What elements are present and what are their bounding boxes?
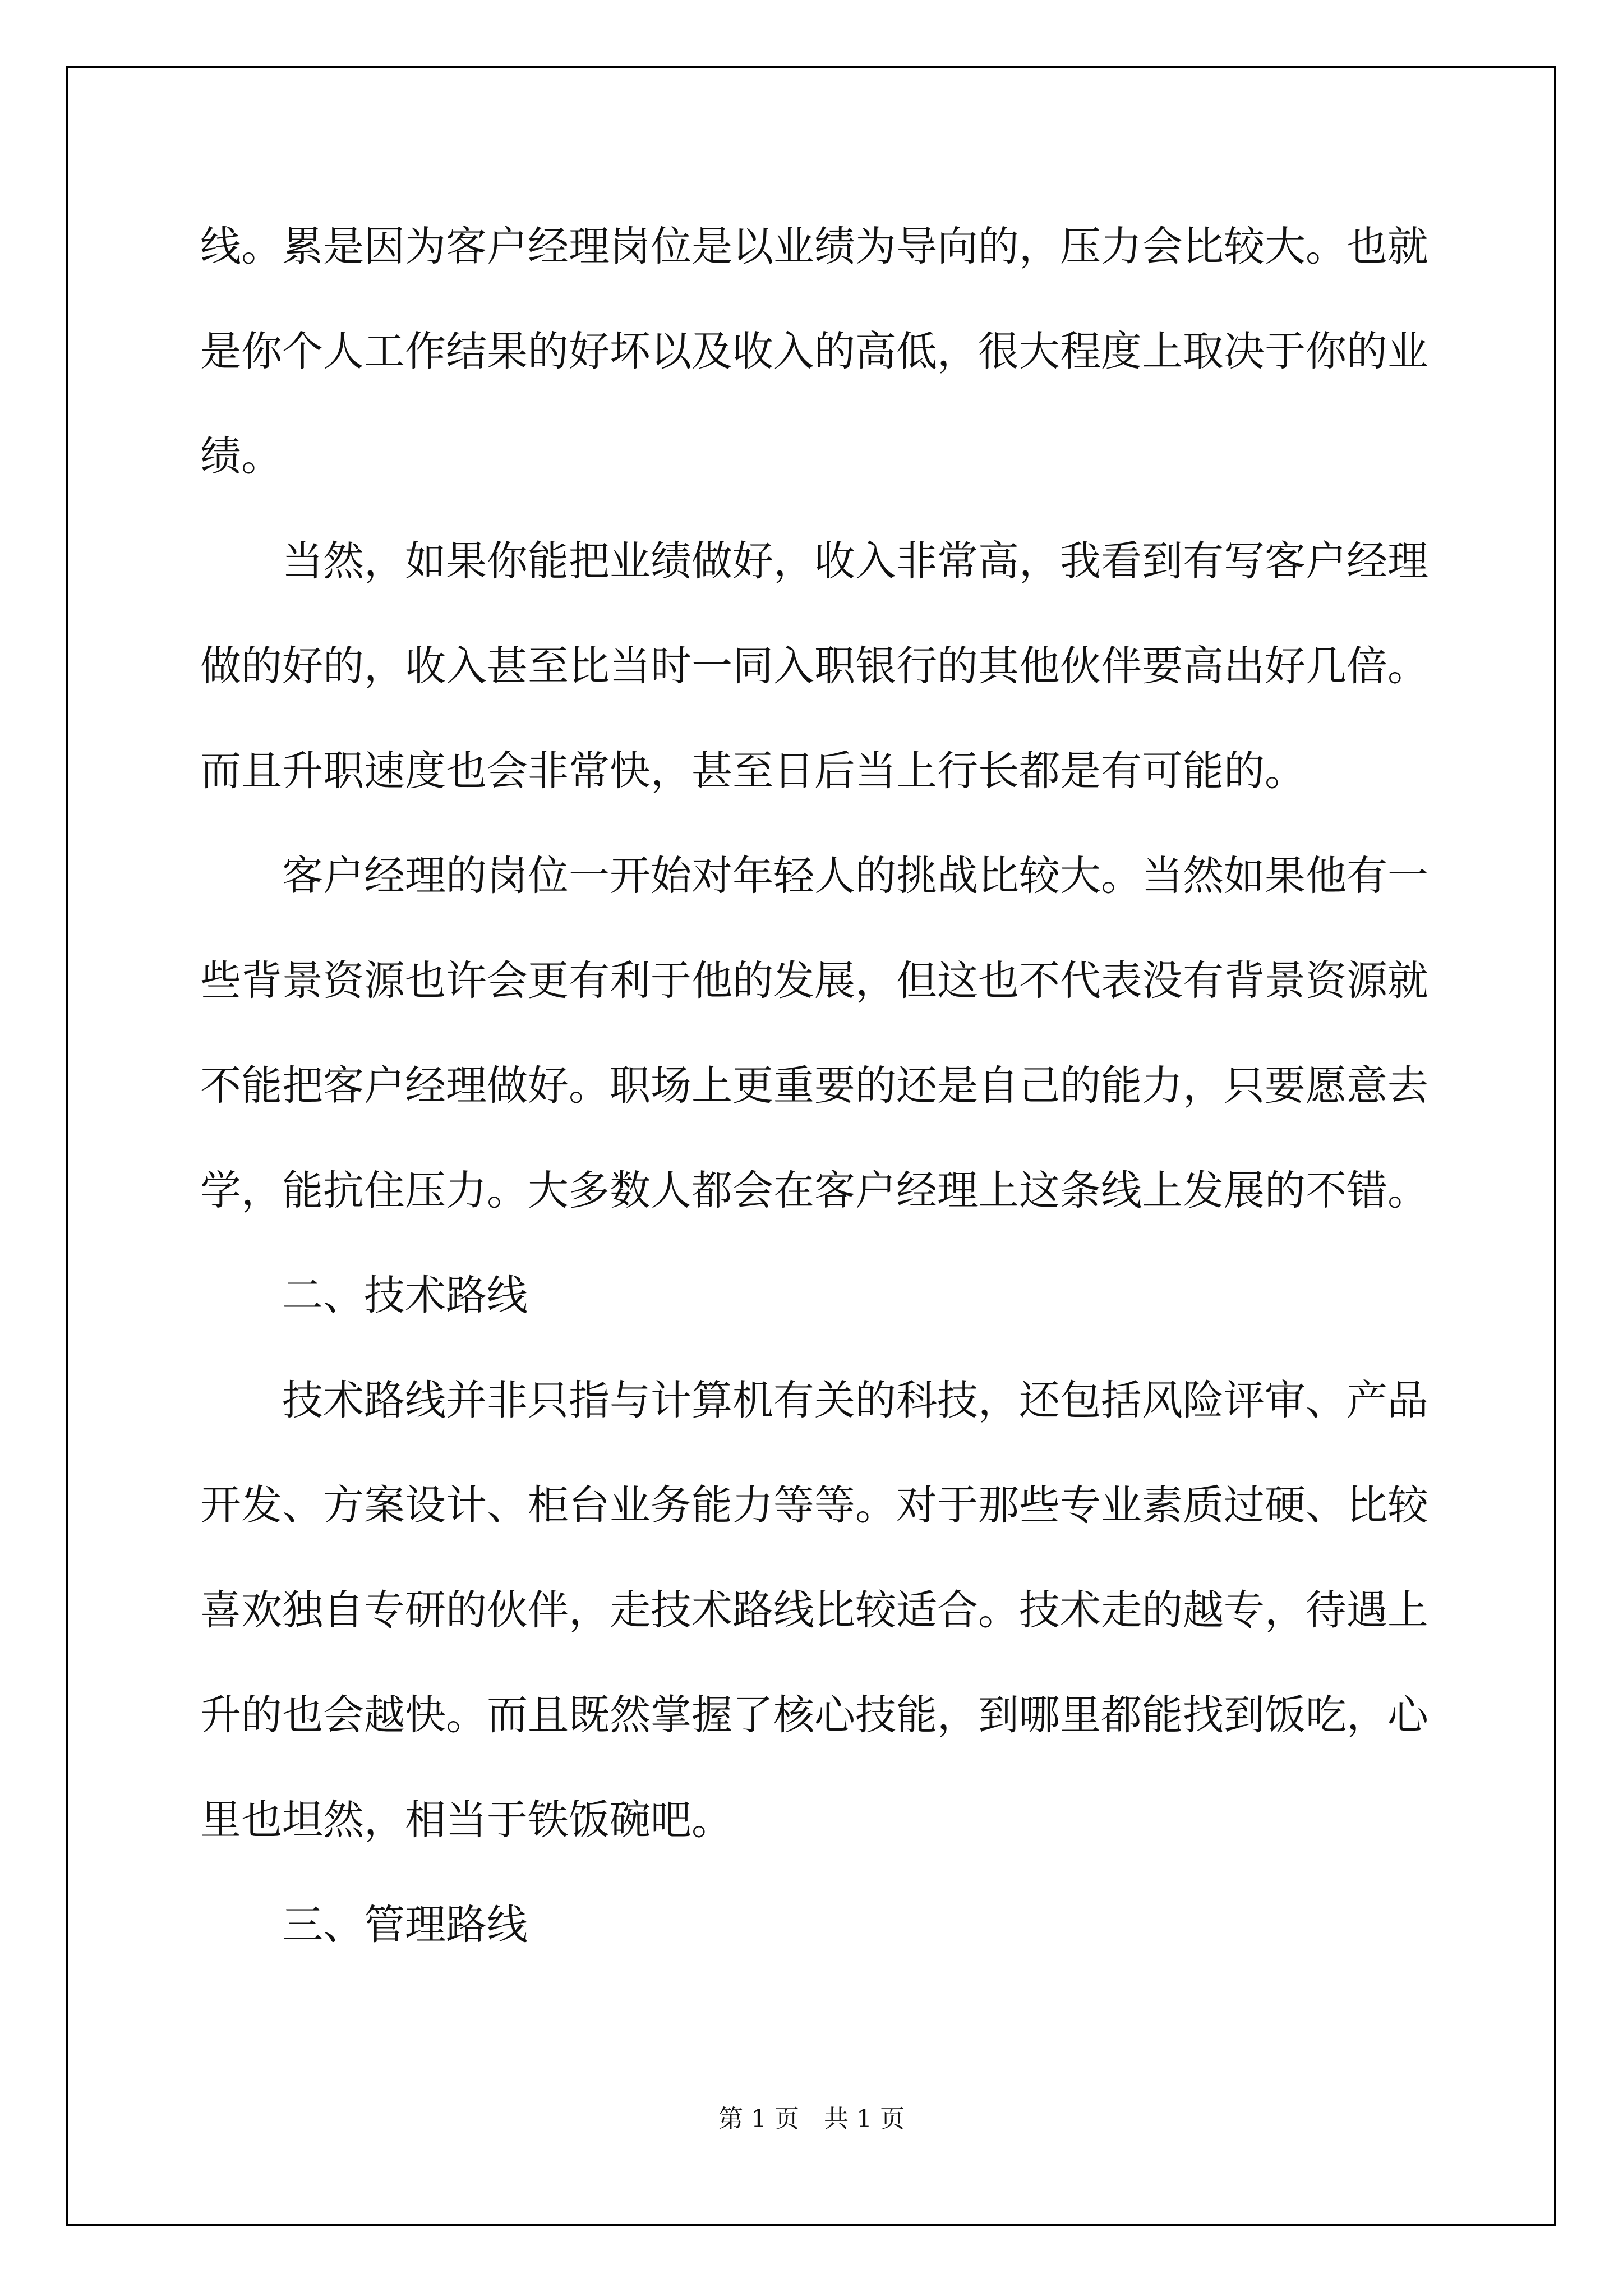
section-heading: 三、管理路线 bbox=[200, 1901, 528, 1949]
text-line: 线。累是因为客户经理岗位是以业绩为导向的，压力会比较大。也就 bbox=[200, 223, 1428, 270]
text-line: 喜欢独自专研的伙伴，走技术路线比较适合。技术走的越专，待遇上 bbox=[200, 1586, 1428, 1634]
section-heading: 二、技术路线 bbox=[200, 1272, 528, 1319]
text-line: 做的好的，收入甚至比当时一同入职银行的其他伙伴要高出好几倍。 bbox=[200, 642, 1428, 690]
text-line: 是你个人工作结果的好坏以及收入的高低，很大程度上取决于你的业 bbox=[200, 328, 1428, 375]
text-line: 客户经理的岗位一开始对年轻人的挑战比较大。当然如果他有一 bbox=[200, 852, 1428, 900]
document-body bbox=[200, 219, 1428, 2002]
text-line: 些背景资源也许会更有利于他的发展，但这也不代表没有背景资源就 bbox=[200, 957, 1428, 1005]
page-footer: 第 1 页 共 1 页 bbox=[718, 2105, 905, 2133]
text-line: 开发、方案设计、柜台业务能力等等。对于那些专业素质过硬、比较 bbox=[200, 1481, 1428, 1529]
text-line: 里也坦然，相当于铁饭碗吧。 bbox=[200, 1796, 732, 1844]
text-line: 而且升职速度也会非常快，甚至日后当上行长都是有可能的。 bbox=[200, 747, 1306, 795]
text-line: 当然，如果你能把业绩做好，收入非常高，我看到有写客户经理 bbox=[200, 537, 1428, 585]
text-line: 学，能抗住压力。大多数人都会在客户经理上这条线上发展的不错。 bbox=[200, 1167, 1428, 1214]
text-line: 绩。 bbox=[200, 432, 282, 480]
text-line: 不能把客户经理做好。职场上更重要的还是自己的能力，只要愿意去 bbox=[200, 1062, 1428, 1110]
text-line: 升的也会越快。而且既然掌握了核心技能，到哪里都能找到饭吃，心 bbox=[200, 1691, 1428, 1739]
text-line: 技术路线并非只指与计算机有关的科技，还包括风险评审、产品 bbox=[200, 1377, 1428, 1424]
